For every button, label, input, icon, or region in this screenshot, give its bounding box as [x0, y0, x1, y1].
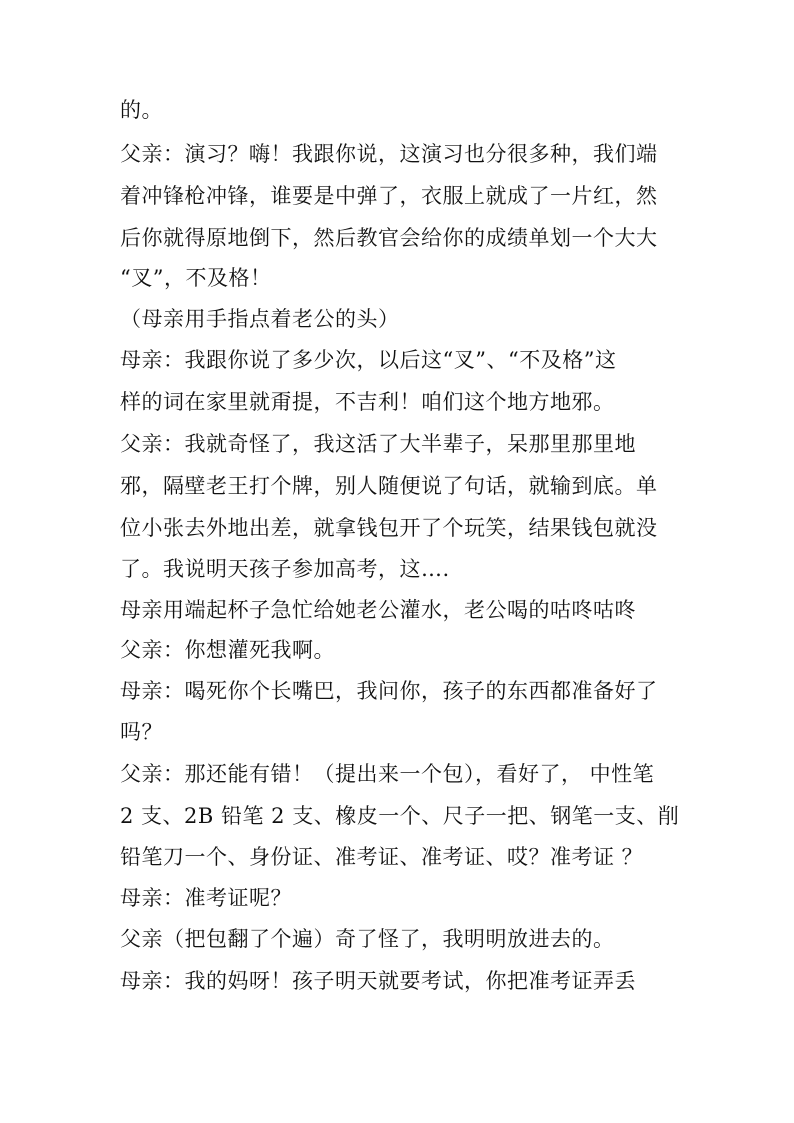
text-line: 铅笔刀一个、身份证、准考证、准考证、哎？准考证 ？ — [120, 845, 644, 869]
text-line: 母亲：我跟你说了多少次，以后这“叉”、“不及格”这 — [120, 348, 617, 372]
text-line: 位小张去外地出差，就拿钱包开了个玩笑，结果钱包就没 — [120, 516, 658, 540]
text-line: 母亲：准考证呢？ — [120, 886, 292, 910]
text-line: 父亲：我就奇怪了，我这活了大半辈子，呆那里那里地 — [120, 432, 636, 456]
text-line: 了。我说明天孩子参加高考，这…. — [120, 557, 450, 581]
text-line: 母亲用端起杯子急忙给她老公灌水，老公喝的咕咚咕咚 — [120, 598, 636, 622]
text-line: 样的词在家里就甭提，不吉利！咱们这个地方地邪。 — [120, 390, 615, 414]
text-line: 的。 — [120, 98, 163, 122]
text-line: （母亲用手指点着老公的头） — [120, 307, 400, 331]
text-line: 着冲锋枪冲锋，谁要是中弹了，衣服上就成了一片红，然 — [120, 184, 658, 208]
text-line: “叉”，不及格！ — [120, 266, 272, 290]
text-line: 父亲：你想灌死我啊。 — [120, 638, 335, 662]
text-line: 2 支、2B 铅笔 2 支、橡皮一个、尺子一把、钢笔一支、削 — [120, 804, 680, 828]
text-line: 吗？ — [120, 720, 163, 744]
text-line: 母亲：喝死你个长嘴巴，我问你，孩子的东西都准备好了 — [120, 679, 658, 703]
text-line: 父亲：那还能有错！（提出来一个包），看好了， 中性笔 — [120, 762, 655, 786]
text-line: 父亲：演习？嗨！我跟你说，这演习也分很多种，我们端 — [120, 142, 658, 166]
text-line: 后你就得原地倒下，然后教官会给你的成绩单划一个大大 — [120, 226, 658, 250]
text-line: 父亲（把包翻了个遍）奇了怪了，我明明放进去的。 — [120, 927, 615, 951]
text-line: 母亲：我的妈呀！孩子明天就要考试，你把准考证弄丢 — [120, 969, 636, 993]
text-line: 邪，隔壁老王打个牌，别人随便说了句话，就输到底。单 — [120, 474, 658, 498]
